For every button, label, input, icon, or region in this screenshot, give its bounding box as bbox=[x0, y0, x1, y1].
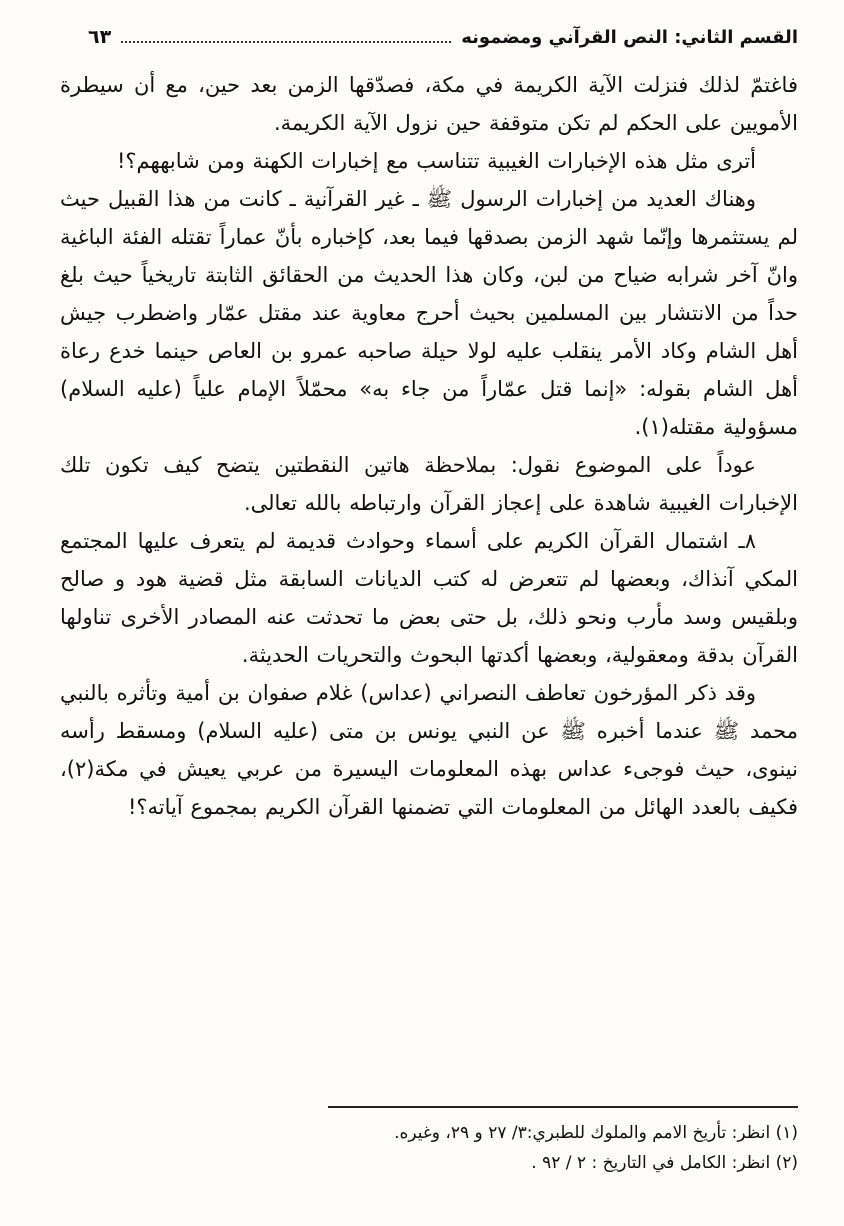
footnote-separator bbox=[328, 1106, 798, 1108]
paragraph: وهناك العديد من إخبارات الرسول ﷺ ـ غير القرآنية ـ كانت من هذا القبيل حيث لم يستثمرها وإنّما شهد الزمن بصدقها فيما بعد، كإخباره بأنّ عماراً تقتله الفئة الباغية وانّ آخر شرابه ضياح من لبن، وكان هذا الحديث من الحقائق الثابتة تاريخياً حيث بلغ حداً من الانتشار بين المسلمين بحيث أحرج معاوية عند مقتل عمّار واضطرب جيش أهل الشام وكاد الأمر ينقلب عليه لولا حيلة صاحبه عمرو بن العاص حينما خدع رعاة أهل الشام بقوله: «إنما قتل عمّاراً من جاء به» محمّلاً الإمام علياً (عليه السلام) مسؤولية مقتله(١). bbox=[60, 187, 798, 439]
paragraph: وقد ذكر المؤرخون تعاطف النصراني (عداس) غلام صفوان بن أمية وتأثره بالنبي محمد ﷺ عندما أخبره ﷺ عن النبي يونس بن متى (عليه السلام) ومسقط رأسه نينوى، حيث فوجىء عداس بهذه المعلومات اليسيرة من عربي يعيش في مكة(٢)، فكيف بالعدد الهائل من المعلومات التي تضمنها القرآن الكريم بمجموع آياته؟! bbox=[60, 681, 798, 819]
footnote: (٢) انظر: الكامل في التاريخ : ٢ / ٩٢ . bbox=[531, 1153, 798, 1173]
footnote: (١) انظر: تأريخ الامم والملوك للطبري:٣/ ٢٧ و ٢٩، وغيره. bbox=[394, 1123, 798, 1143]
paragraph: أترى مثل هذه الإخبارات الغيبية تتناسب مع إخبارات الكهنة ومن شابههم؟! bbox=[116, 149, 756, 173]
footnotes bbox=[60, 1106, 798, 1178]
dot-leader bbox=[121, 41, 451, 43]
paragraph: عوداً على الموضوع نقول: بملاحظة هاتين النقطتين يتضح كيف تكون تلك الإخبارات الغيبية شاهدة على إعجاز القرآن وارتباطه بالله تعالى. bbox=[60, 453, 798, 515]
page-number: ٦٣ bbox=[88, 26, 112, 48]
body-text bbox=[60, 66, 798, 826]
section-title: القسم الثاني: النص القرآني ومضمونه bbox=[461, 27, 798, 48]
running-head bbox=[60, 26, 798, 48]
paragraph: ٨ـ اشتمال القرآن الكريم على أسماء وحوادث قديمة لم يتعرف عليها المجتمع المكي آنذاك، وبعضها لم تتعرض له كتب الديانات السابقة مثل قضية هود و صالح وبلقيس وسد مأرب ونحو ذلك، بل حتى بعض ما تحدثت عنه المصادر الأخرى تناولها القرآن بدقة ومعقولية، وبعضها أكدتها البحوث والتحريات الحديثة. bbox=[60, 529, 798, 667]
paragraph: فاغتمّ لذلك فنزلت الآية الكريمة في مكة، فصدّقها الزمن بعد حين، مع أن سيطرة الأمويين على الحكم لم تكن متوقفة حين نزول الآية الكريمة. bbox=[60, 73, 798, 135]
